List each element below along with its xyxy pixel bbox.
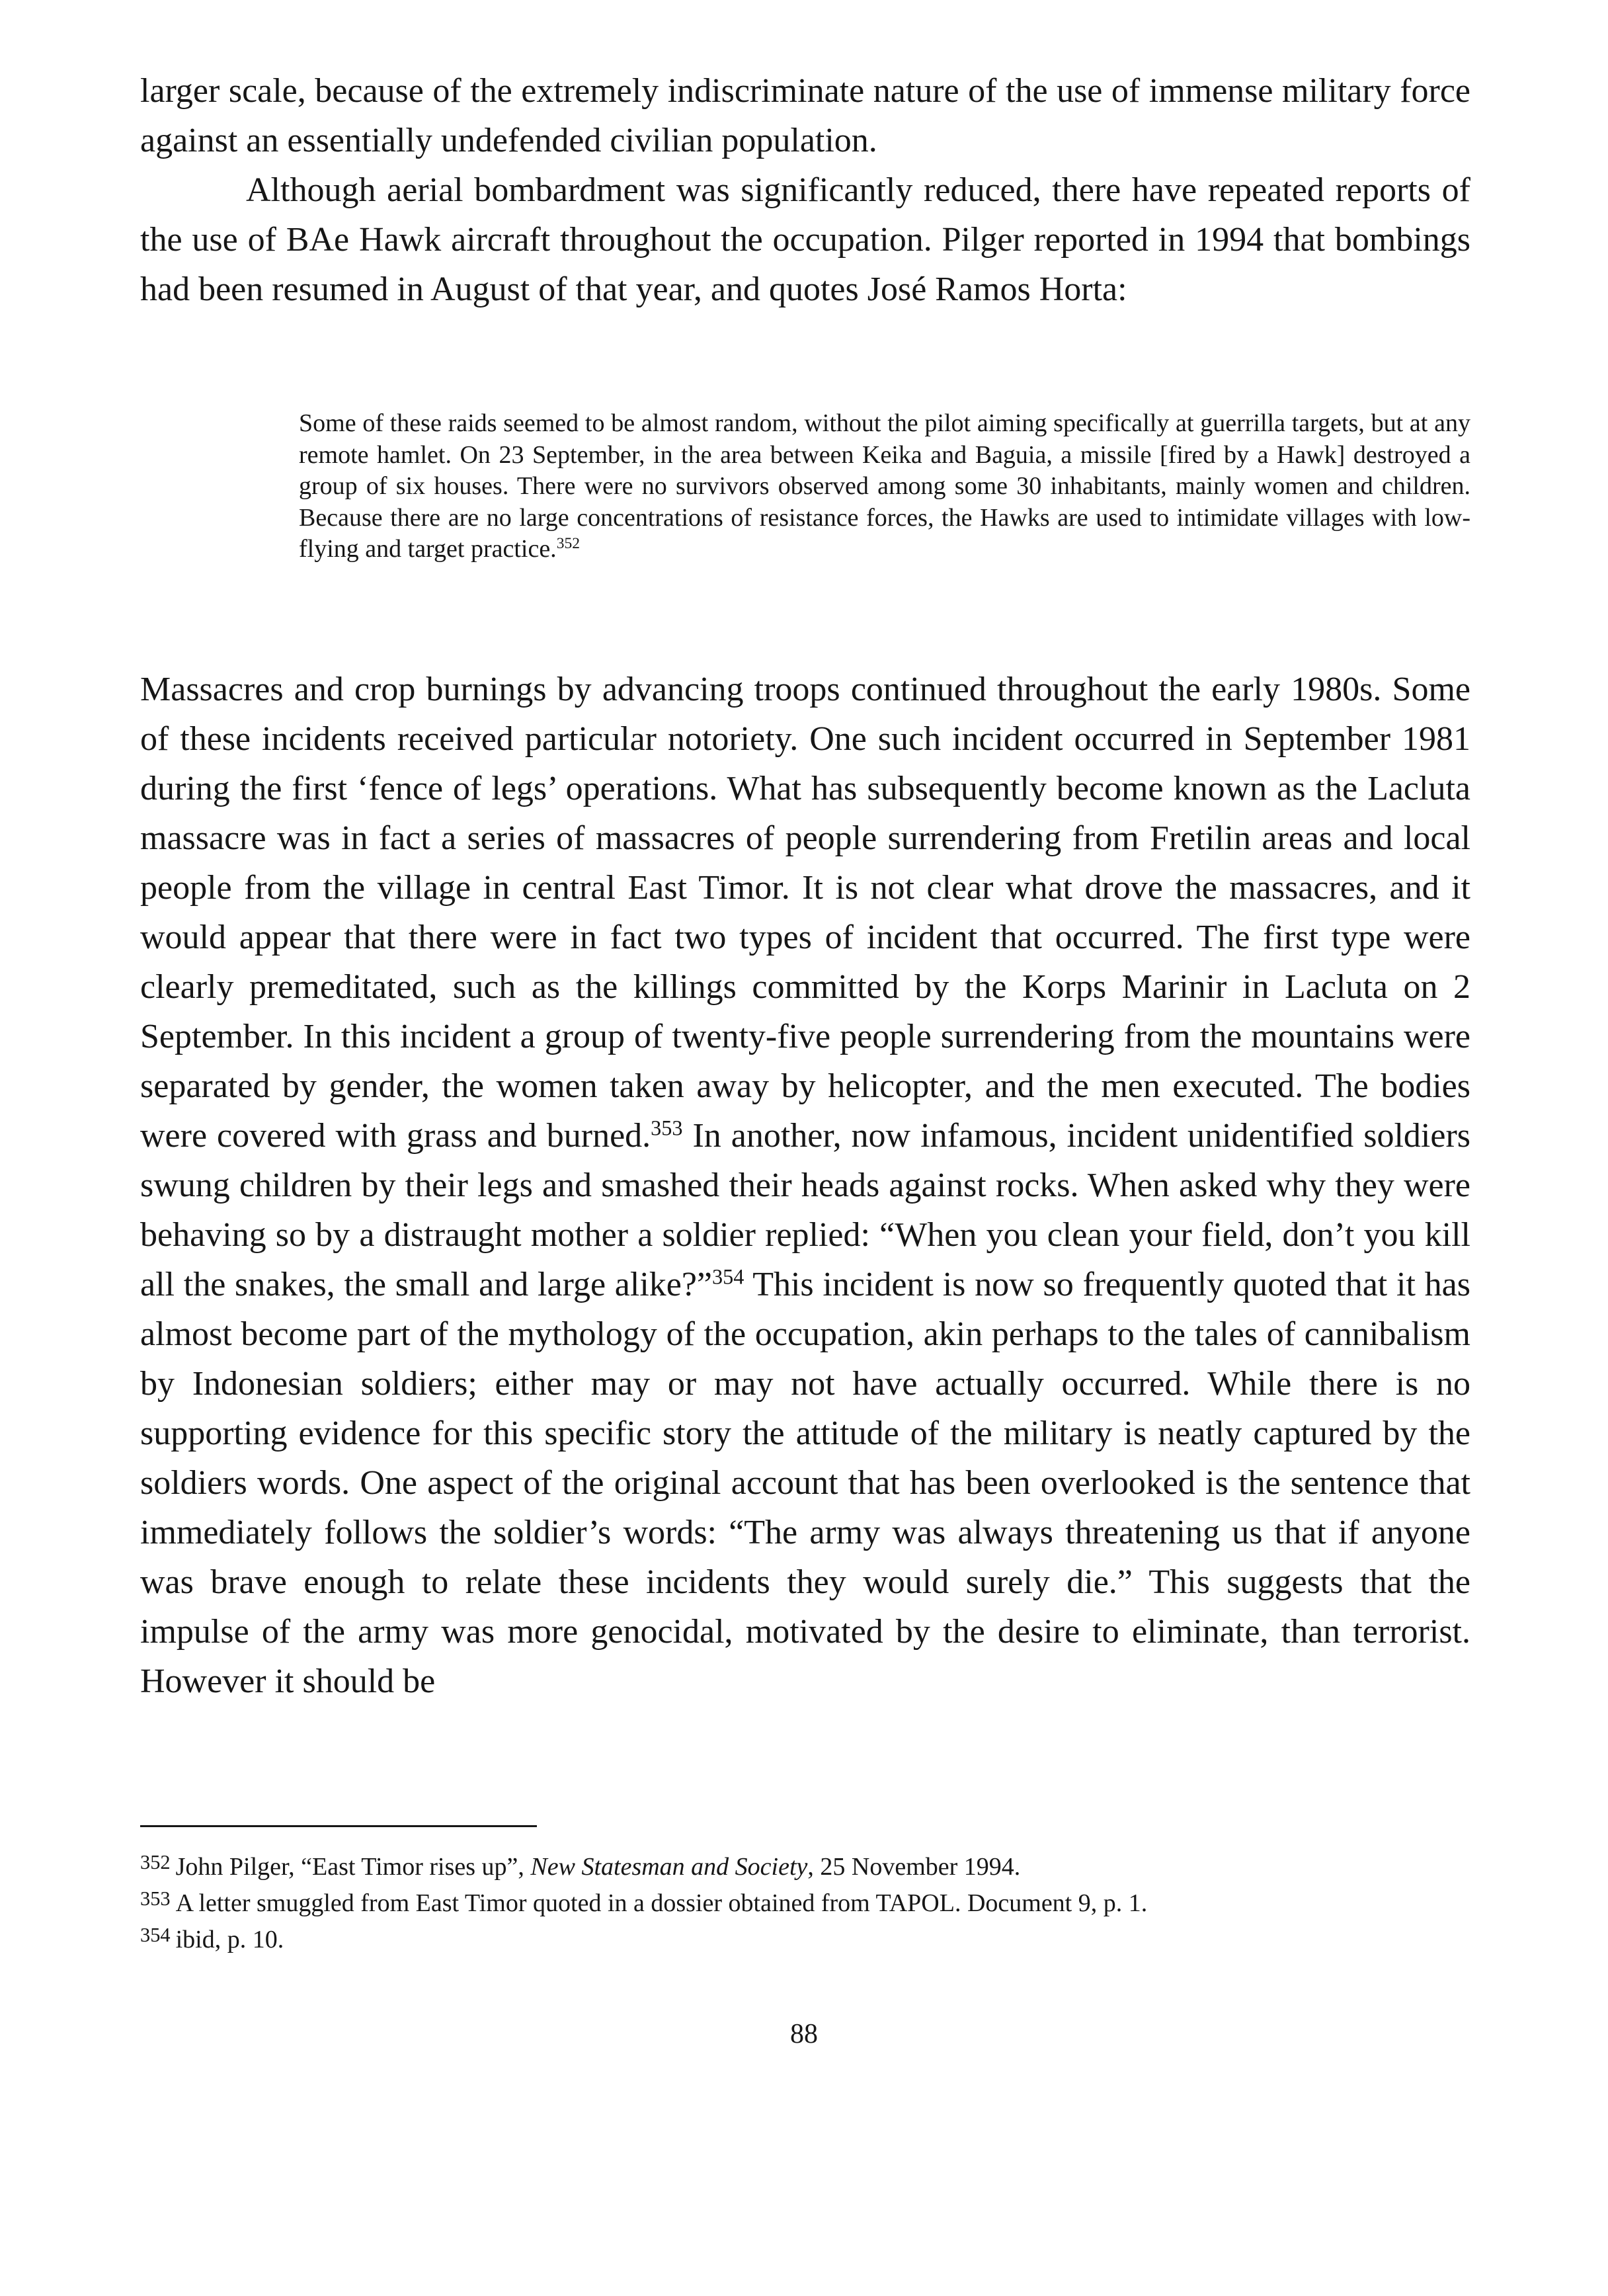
paragraph-massacres [140, 665, 1470, 1706]
paragraph-continuation: larger scale, because of the extremely indiscriminate nature of the use of immense military force against an essentially undefended civilian population. [140, 72, 1470, 159]
footnote-text: ibid, p. 10. [175, 1926, 284, 1954]
footnote-number: 354 [140, 1924, 171, 1947]
block-quote-horta [299, 408, 1470, 565]
footnote-352 [140, 1846, 1470, 1883]
footnote-publication-title: New Statesman and Society [530, 1853, 808, 1881]
footnote-number: 352 [140, 1851, 171, 1873]
footnotes-section [140, 1846, 1470, 1955]
block-quote-text: Some of these raids seemed to be almost random, without the pilot aiming specifically at guerrilla targets, but at any remote hamlet. On 23 September, in the area between Keika and Baguia, a missile [fired by a Hawk] destroyed a group of six houses. There were no survivors observed among some 30 inhabitants, mainly women and children. Because there are no large concentrations of resistance forces, the Hawks are used to intimidate villages with low-flying and target practice. [299, 409, 1470, 563]
footnote-ref-354: 354 [712, 1264, 744, 1289]
footnote-number: 353 [140, 1887, 171, 1910]
footnote-ref-353: 353 [651, 1116, 683, 1140]
page-number: 88 [790, 2019, 818, 2049]
paragraph-massacres-part-a: Massacres and crop burnings by advancing troops continued throughout the early 1980s. Some of these incidents received particular notoriety. One such incident occurred in September 1981 during the first ‘fence of legs’ operations. What has subsequently become known as the Lacluta massacre was in fact a series of massacres of people surrendering from Fretilin areas and local people from the village in central East Timor. It is not clear what drove the massacres, and it would appear that there were in fact two types of incident that occurred. The first type were clearly premeditated, such as the killings committed by the Korps Marinir in Lacluta on 2 September. In this incident a group of twenty-five people surrendering from the mountains were separated by gender, the women taken away by helicopter, and the men executed. The bodies were covered with grass and burned. [140, 671, 1470, 1155]
footnote-353 [140, 1883, 1470, 1919]
footnote-ref-352: 352 [556, 535, 581, 553]
footnote-text-tail: , 25 November 1994. [807, 1853, 1021, 1881]
footnote-354 [140, 1919, 1470, 1955]
footnote-divider [140, 1825, 537, 1827]
paragraph-massacres-part-b: In another, now infamous, incident unidentified soldiers swung children by their legs and smashed their heads against rocks. When asked why they were behaving so by a distraught mother a soldier replied: “When you clean your field, don’t you kill all the snakes, the small and large alike?” [140, 1117, 1470, 1303]
footnote-text: A letter smuggled from East Timor quoted in a dossier obtained from TAPOL. Document 9, p. 1. [175, 1889, 1148, 1918]
paragraph-massacres-part-c: This incident is now so frequently quoted that it has almost become part of the mythology of the occupation, akin perhaps to the tales of cannibalism by Indonesian soldiers; either may or may not have actually occurred. While there is no supporting evidence for this specific story the attitude of the military is neatly captured by the soldiers words. One aspect of the original account that has been overlooked is the sentence that immediately follows the soldier’s words: “The army was always threatening us that if anyone was brave enough to relate these incidents they would surely die.” This suggests that the impulse of the army was more genocidal, motivated by the desire to eliminate, than terrorist. However it should be [140, 1266, 1470, 1700]
footnote-text: John Pilger, “East Timor rises up”, [175, 1853, 531, 1881]
paragraph-aerial-bombardment: Although aerial bombardment was significantly reduced, there have repeated reports of the use of BAe Hawk aircraft throughout the occupation. Pilger reported in 1994 that bombings had been resumed in August of that year, and quotes José Ramos Horta: [140, 171, 1470, 308]
